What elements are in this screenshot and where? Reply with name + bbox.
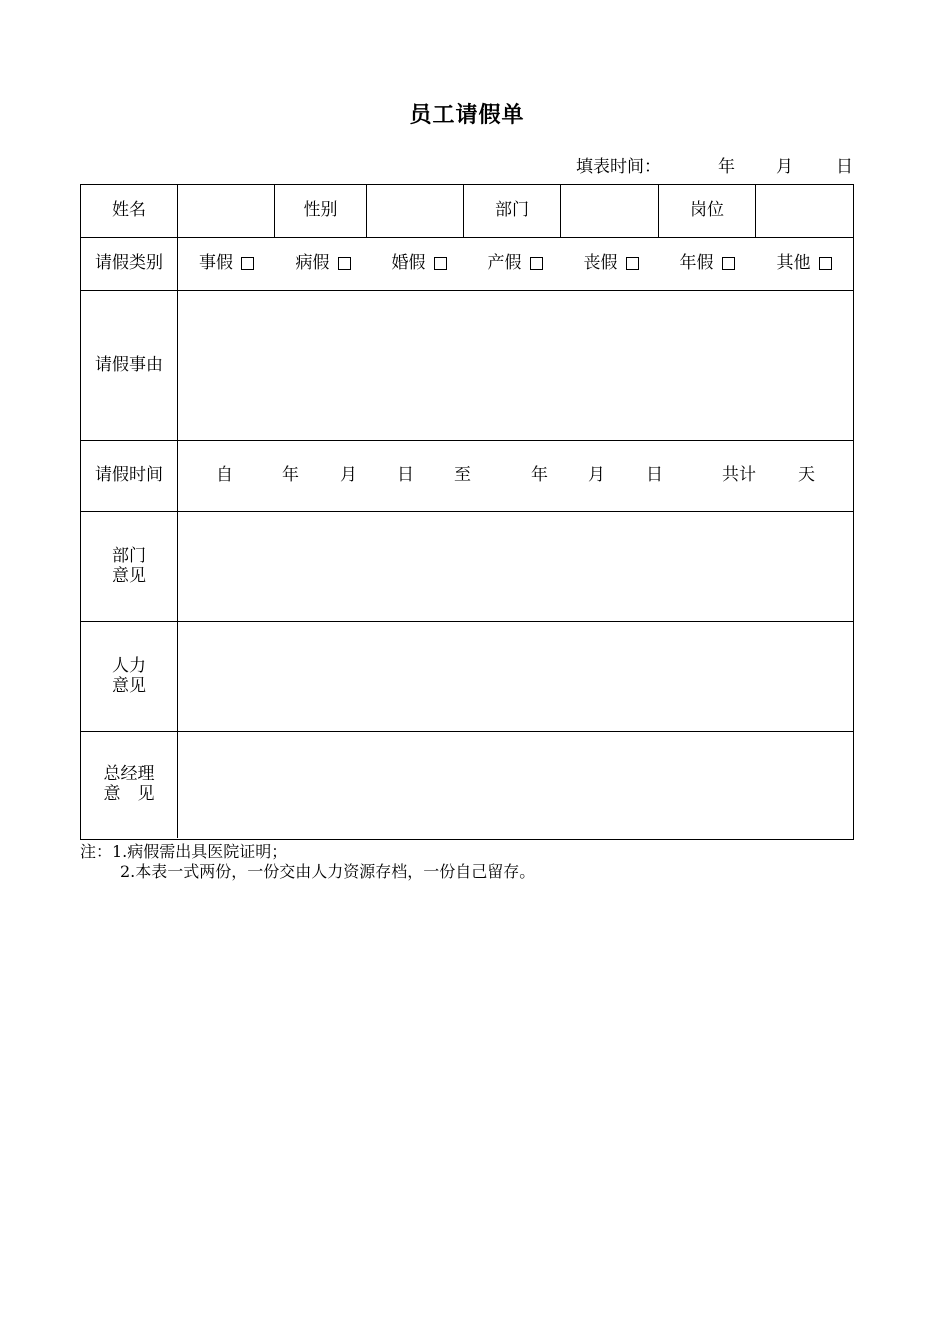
leave-type-option[interactable] [178, 238, 275, 290]
leave-form-table [80, 184, 854, 840]
row-basic-info [81, 185, 853, 238]
fill-date-day: 日 [836, 157, 853, 177]
leave-type-option-label: 产假 [487, 253, 522, 274]
leave-time-day-end: 日 [646, 465, 663, 486]
form-title: 员工请假单 [409, 103, 525, 128]
leave-type-option-label: 婚假 [391, 253, 426, 274]
checkbox-icon[interactable] [241, 257, 254, 270]
leave-time-year-end: 年 [531, 465, 548, 486]
leave-type-option[interactable] [755, 238, 853, 290]
checkbox-icon[interactable] [819, 257, 832, 270]
department-label: 部门 [464, 185, 561, 237]
leave-type-option[interactable] [467, 238, 563, 290]
dept-opinion-label [81, 512, 178, 621]
dept-opinion-label-line1: 部门 [112, 545, 146, 566]
position-field[interactable] [756, 185, 853, 237]
fill-date-label: 填表时间： [576, 157, 661, 177]
dept-opinion-field[interactable] [178, 512, 853, 621]
leave-time-month-end: 月 [588, 465, 605, 486]
leave-type-option-label: 年假 [679, 253, 714, 274]
leave-time-days-unit: 天 [798, 465, 815, 486]
note-line-2: 2.本表一式两份，一份交由人力资源存档，一份自己留存。 [120, 862, 536, 881]
leave-time-month-start: 月 [340, 465, 357, 486]
leave-type-option[interactable] [275, 238, 371, 290]
leave-time-field[interactable] [178, 441, 853, 511]
gm-opinion-label-line1: 总经理 [103, 764, 155, 785]
name-label: 姓名 [81, 185, 178, 237]
row-leave-reason [81, 291, 853, 441]
leave-type-option-label: 丧假 [583, 253, 618, 274]
row-leave-type [81, 238, 853, 291]
checkbox-icon[interactable] [530, 257, 543, 270]
form-notes [80, 842, 535, 882]
name-field[interactable] [178, 185, 275, 237]
gender-label: 性别 [275, 185, 367, 237]
gm-opinion-label-line2: 意 见 [103, 784, 155, 804]
leave-time-total: 共计 [722, 465, 756, 486]
leave-time-label: 请假时间 [81, 441, 178, 511]
leave-type-option-label: 事假 [199, 253, 233, 274]
leave-type-option[interactable] [659, 238, 755, 290]
checkbox-icon[interactable] [338, 257, 351, 270]
dept-opinion-label-line2: 意见 [112, 565, 146, 586]
hr-opinion-label-line2: 意见 [112, 675, 146, 696]
leave-type-option-label: 其他 [776, 253, 811, 274]
leave-time-day-start: 日 [397, 465, 414, 486]
department-field[interactable] [561, 185, 659, 237]
gm-opinion-label [81, 732, 178, 838]
hr-opinion-label-line1: 人力 [112, 655, 146, 676]
fill-date-year: 年 [718, 157, 735, 177]
gender-field[interactable] [367, 185, 464, 237]
leave-time-from: 自 [216, 465, 233, 486]
row-hr-opinion [81, 622, 853, 732]
gm-opinion-field[interactable] [178, 732, 853, 838]
row-leave-time [81, 441, 853, 512]
checkbox-icon[interactable] [626, 257, 639, 270]
row-gm-opinion [81, 732, 853, 838]
row-dept-opinion [81, 512, 853, 622]
leave-type-option-label: 病假 [295, 253, 330, 274]
leave-type-option[interactable] [563, 238, 659, 290]
checkbox-icon[interactable] [434, 257, 447, 270]
leave-type-option[interactable] [371, 238, 467, 290]
fill-date-month: 月 [776, 157, 793, 177]
leave-reason-label: 请假事由 [81, 291, 178, 440]
leave-type-label: 请假类别 [81, 238, 178, 290]
position-label: 岗位 [659, 185, 756, 237]
leave-time-year-start: 年 [282, 465, 299, 486]
hr-opinion-field[interactable] [178, 622, 853, 731]
fill-date [0, 152, 934, 176]
leave-time-to: 至 [454, 465, 471, 486]
hr-opinion-label [81, 622, 178, 731]
leave-reason-field[interactable] [178, 291, 853, 440]
note-line-1: 注：1.病假需出具医院证明； [80, 842, 288, 861]
checkbox-icon[interactable] [722, 257, 735, 270]
